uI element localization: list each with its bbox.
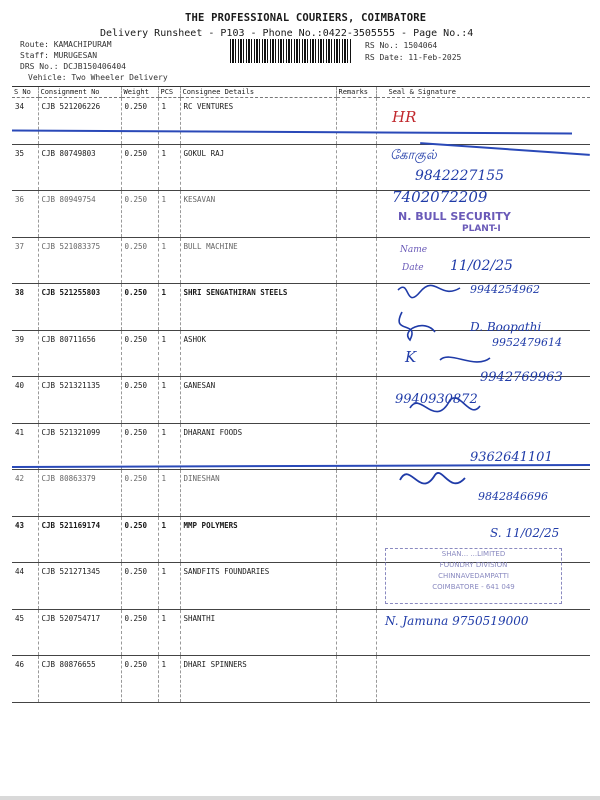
phone-35: 9842227155 (415, 168, 505, 184)
phone-42: 9362641101 (470, 450, 553, 465)
sno-cell: 37 (12, 237, 38, 284)
sno-cell: 43 (12, 516, 38, 563)
remarks-cell (336, 284, 376, 331)
weight-cell: 0.250 (121, 284, 158, 331)
stamp-line: FOUNDRY DIVISION (439, 561, 508, 569)
barcode (230, 39, 352, 63)
consignment-cell: CJB 80876655 (38, 656, 121, 703)
remarks-cell (336, 470, 376, 517)
sno-cell: 35 (12, 144, 38, 191)
signature-40: K (405, 348, 417, 366)
weight-cell: 0.250 (121, 98, 158, 145)
consignee-cell: MMP POLYMERS (180, 516, 336, 563)
pcs-cell: 1 (158, 563, 180, 610)
col-consignment: Consignment No (38, 87, 121, 98)
table-row (12, 656, 590, 703)
consignment-cell: CJB 520754717 (38, 609, 121, 656)
sno-cell: 42 (12, 470, 38, 517)
consignee-cell: RC VENTURES (180, 98, 336, 145)
consignment-cell: CJB 521206226 (38, 98, 121, 145)
remarks-cell (336, 423, 376, 470)
signature-35: கோகுல் (390, 148, 437, 163)
pcs-cell: 1 (158, 377, 180, 424)
signature-34: HR (392, 108, 417, 126)
remarks-cell (336, 330, 376, 377)
weight-cell: 0.250 (121, 656, 158, 703)
date-45: S. 11/02/25 (490, 526, 560, 540)
consignee-cell: KESAVAN (180, 191, 336, 238)
stamp-line: CHINNAVEDAMPATTI (438, 572, 509, 580)
sno-cell: 39 (12, 330, 38, 377)
pcs-cell: 1 (158, 423, 180, 470)
consignee-cell: DINESHAN (180, 470, 336, 517)
remarks-cell (336, 516, 376, 563)
signature-39: D. Boopathi (470, 320, 542, 334)
sno-cell: 36 (12, 191, 38, 238)
weight-cell: 0.250 (121, 191, 158, 238)
remarks-cell (336, 609, 376, 656)
table-row (12, 98, 590, 145)
pcs-cell: 1 (158, 656, 180, 703)
sno-cell: 45 (12, 609, 38, 656)
sno-cell: 38 (12, 284, 38, 331)
signature-46: N. Jamuna 9750519000 (385, 614, 529, 628)
remarks-cell (336, 656, 376, 703)
pcs-cell: 1 (158, 144, 180, 191)
stamp-plant: PLANT-I (462, 224, 501, 234)
weight-cell: 0.250 (121, 470, 158, 517)
weight-cell: 0.250 (121, 377, 158, 424)
scan-edge (0, 796, 600, 800)
pcs-cell: 1 (158, 237, 180, 284)
vehicle-label: Vehicle: Two Wheeler Delivery (28, 73, 168, 82)
consignment-cell: CJB 80749803 (38, 144, 121, 191)
col-consignee: Consignee Details (180, 87, 336, 98)
phone-40: 9942769963 (480, 370, 563, 385)
consignment-cell: CJB 521321099 (38, 423, 121, 470)
staff-label: Staff: MURUGESAN (20, 51, 98, 60)
remarks-cell (336, 144, 376, 191)
phone-43: 9842846696 (478, 490, 548, 503)
weight-cell: 0.250 (121, 144, 158, 191)
weight-cell: 0.250 (121, 423, 158, 470)
stamp-bull-security: N. BULL SECURITY (398, 210, 511, 223)
phone-36: 7402072209 (392, 188, 488, 206)
sno-cell: 44 (12, 563, 38, 610)
rs-no: RS No.: 1504064 (365, 41, 438, 50)
consignment-cell: CJB 80949754 (38, 191, 121, 238)
consignment-cell: CJB 521169174 (38, 516, 121, 563)
pcs-cell: 1 (158, 470, 180, 517)
consignment-cell: CJB 521271345 (38, 563, 121, 610)
date-field-38: Date (402, 263, 424, 273)
company-title: THE PROFESSIONAL COURIERS, COIMBATORE (185, 12, 427, 24)
remarks-cell (336, 563, 376, 610)
weight-cell: 0.250 (121, 330, 158, 377)
route-label: Route: KAMACHIPURAM (20, 40, 112, 49)
stamp-line: COIMBATORE - 641 049 (432, 583, 515, 591)
pcs-cell: 1 (158, 98, 180, 145)
consignee-cell: DHARANI FOODS (180, 423, 336, 470)
consignment-cell: CJB 80863379 (38, 470, 121, 517)
remarks-cell (336, 377, 376, 424)
signature-cell (376, 656, 590, 703)
pcs-cell: 1 (158, 330, 180, 377)
drs-label: DRS No.: DCJB150406404 (20, 62, 126, 71)
table-header-row (12, 87, 590, 98)
phone-39b: 9952479614 (492, 336, 562, 349)
sno-cell: 41 (12, 423, 38, 470)
consignee-cell: ASHOK (180, 330, 336, 377)
consignment-cell: CJB 521321135 (38, 377, 121, 424)
name-field-38: Name (400, 245, 428, 255)
rs-date: RS Date: 11-Feb-2025 (365, 53, 462, 62)
col-remarks: Remarks (336, 87, 376, 98)
date-38: 11/02/25 (450, 258, 513, 274)
col-pcs: PCS (158, 87, 180, 98)
pcs-cell: 1 (158, 609, 180, 656)
weight-cell: 0.250 (121, 237, 158, 284)
consignee-cell: DHARI SPINNERS (180, 656, 336, 703)
weight-cell: 0.250 (121, 516, 158, 563)
consignment-cell: CJB 80711656 (38, 330, 121, 377)
sno-cell: 34 (12, 98, 38, 145)
runsheet-subtitle: Delivery Runsheet - P103 - Phone No.:0422-3505555 - Page No.:4 (100, 28, 474, 39)
pcs-cell: 1 (158, 284, 180, 331)
sno-cell: 40 (12, 377, 38, 424)
consignment-cell: CJB 521083375 (38, 237, 121, 284)
company-stamp (385, 548, 562, 604)
pcs-cell: 1 (158, 516, 180, 563)
pcs-cell: 1 (158, 191, 180, 238)
phone-39: 9944254962 (470, 283, 540, 296)
stamp-line: SHAN... ...LIMITED (441, 550, 506, 558)
col-sno: S No (12, 87, 38, 98)
col-weight: Weight (121, 87, 158, 98)
signature-scribbles (380, 280, 590, 510)
remarks-cell (336, 191, 376, 238)
consignee-cell: BULL MACHINE (180, 237, 336, 284)
remarks-cell (336, 98, 376, 145)
consignee-cell: SHANTHI (180, 609, 336, 656)
consignee-cell: GOKUL RAJ (180, 144, 336, 191)
col-seal-signature: Seal & Signature (376, 87, 590, 98)
consignee-cell: SANDFITS FOUNDARIES (180, 563, 336, 610)
consignee-cell: GANESAN (180, 377, 336, 424)
remarks-cell (336, 237, 376, 284)
consignee-cell: SHRI SENGATHIRAN STEELS (180, 284, 336, 331)
sno-cell: 46 (12, 656, 38, 703)
weight-cell: 0.250 (121, 609, 158, 656)
weight-cell: 0.250 (121, 563, 158, 610)
consignment-cell: CJB 521255803 (38, 284, 121, 331)
phone-41: 9940930872 (395, 392, 478, 407)
